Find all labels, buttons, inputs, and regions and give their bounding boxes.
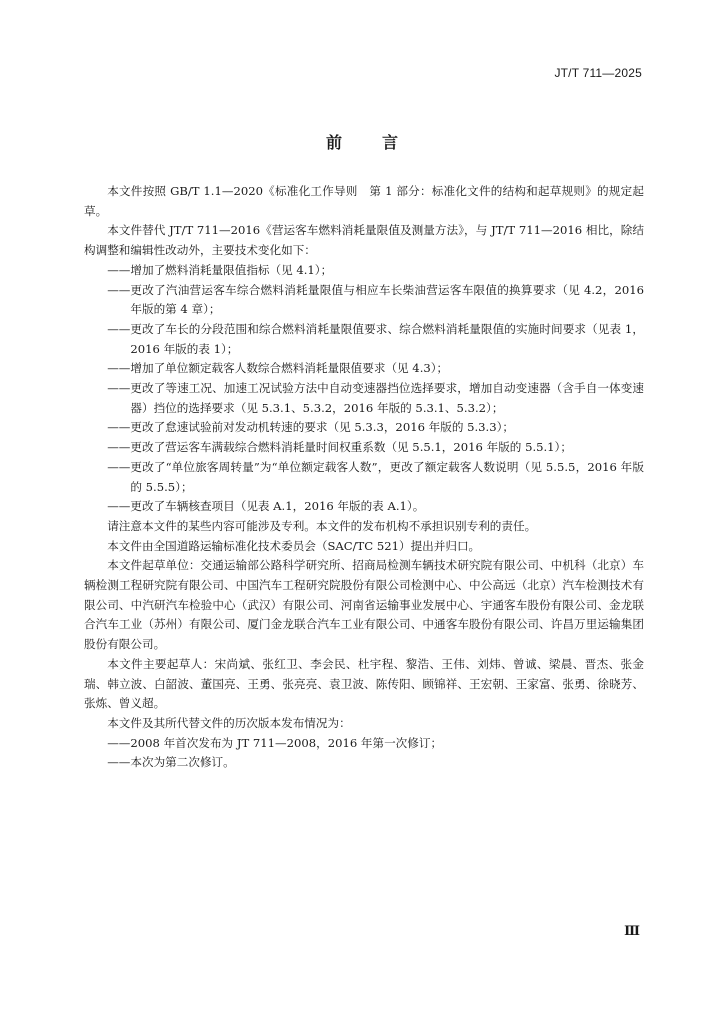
- page-number: Ⅲ: [624, 924, 640, 939]
- dash-mark: ——: [107, 459, 131, 474]
- paragraph-replacement: 本文件替代 JT/T 711—2016《营运客车燃料消耗量限值及测量方法》，与 JT/T 711—2016 相比，除结构调整和编辑性改动外，主要技术变化如下：: [84, 223, 644, 258]
- list-item-text: 增加了燃料消耗量限值指标（见 4.1）；: [130, 262, 333, 277]
- changes-list: [84, 261, 644, 517]
- list-item-text: 增加了单位额定载客人数综合燃料消耗量限值要求（见 4.3）；: [130, 361, 449, 376]
- list-item-text: 更改了营运客车满载综合燃料消耗量时间权重系数（见 5.5.1，2016 年版的 5.5.1）；: [130, 440, 572, 455]
- dash-mark: ——: [107, 499, 131, 514]
- dash-mark: ——: [107, 282, 131, 297]
- document-code: JT/T 711—2025: [554, 66, 642, 80]
- list-item: [107, 261, 644, 281]
- list-item: [107, 320, 644, 359]
- paragraph-drafting-basis: 本文件按照 GB/T 1.1—2020《标准化工作导则 第 1 部分：标准化文件的结构和起草规则》的规定起草。: [84, 184, 644, 218]
- list-item: [107, 438, 644, 458]
- paragraph-patent-notice: 请注意本文件的某些内容可能涉及专利。本文件的发布机构不承担识别专利的责任。: [107, 518, 537, 533]
- list-item: [107, 734, 644, 754]
- list-item-text: 更改了“单位旅客周转量”为“单位额定载客人数”，更改了额定载客人数说明（见 5.5.5，2016 年版的 5.5.5）；: [130, 459, 644, 494]
- list-item-text: 更改了汽油营运客车综合燃料消耗量限值与相应车长柴油营运客车限值的换算要求（见 4.2，2016 年版的第 4 章）；: [130, 282, 644, 317]
- paragraph-drafters: 本文件主要起草人：宋尚斌、张红卫、李会民、杜宇程、黎浩、王伟、刘炜、曾诚、梁晨、晋杰、张金瑞、韩立波、白韶波、董国亮、王勇、张亮亮、袁卫波、陈传阳、顾锦祥、王宏朝、王家富、张勇、徐晓芳、张炼、曾义超。: [84, 656, 644, 711]
- paragraph-proposer: 本文件由全国道路运输标准化技术委员会（SAC/TC 521）提出并归口。: [107, 538, 481, 553]
- list-item: [107, 281, 644, 320]
- list-item: [107, 497, 644, 517]
- list-item: [107, 379, 644, 418]
- list-item-text: 更改了等速工况、加速工况试验方法中自动变速器挡位选择要求，增加自动变速器（含手自一体变速器）挡位的选择要求（见 5.3.1、5.3.2，2016 年版的 5.3.1、5.3.2）；: [130, 381, 644, 415]
- list-item-text: 2008 年首次发布为 JT 711—2008，2016 年第一次修订；: [130, 735, 443, 750]
- dash-mark: ——: [107, 735, 131, 750]
- preface-body: [84, 182, 644, 773]
- list-item-text: 更改了车长的分段范围和综合燃料消耗量限值要求、综合燃料消耗量限值的实施时间要求（见表 1，2016 年版的表 1）；: [130, 321, 644, 356]
- dash-mark: ——: [107, 321, 131, 336]
- list-item: [107, 418, 644, 438]
- dash-mark: ——: [107, 381, 131, 396]
- page-title: 前言: [325, 133, 438, 152]
- dash-mark: ——: [107, 361, 131, 376]
- history-list: [84, 734, 644, 773]
- paragraph-drafting-units: 本文件起草单位：交通运输部公路科学研究所、招商局检测车辆技术研究院有限公司、中机科（北京）车辆检测工程研究院有限公司、中国汽车工程研究院股份有限公司检测中心、中公高远（北京）汽车检测技术有限公司、中汽研汽车检验中心（武汉）有限公司、河南省运输事业发展中心、宇通客车股份有限公司、金龙联合汽车工业（苏州）有限公司、厦门金龙联合汽车工业有限公司、中通客车股份有限公司、许昌万里运输集团股份有限公司。: [84, 558, 644, 652]
- list-item: [107, 359, 644, 379]
- list-item-text: 本次为第二次修订。: [130, 755, 235, 770]
- dash-mark: ——: [107, 262, 131, 277]
- list-item-text: 更改了怠速试验前对发动机转速的要求（见 5.3.3，2016 年版的 5.3.3）；: [130, 420, 514, 435]
- dash-mark: ——: [107, 440, 131, 455]
- list-item: [107, 458, 644, 497]
- dash-mark: ——: [107, 420, 131, 435]
- list-item: [107, 753, 644, 773]
- paragraph-history-intro: 本文件及其所代替文件的历次版本发布情况为：: [107, 715, 351, 730]
- dash-mark: ——: [107, 755, 131, 770]
- list-item-text: 更改了车辆核查项目（见表 A.1，2016 年版的表 A.1）。: [130, 499, 425, 514]
